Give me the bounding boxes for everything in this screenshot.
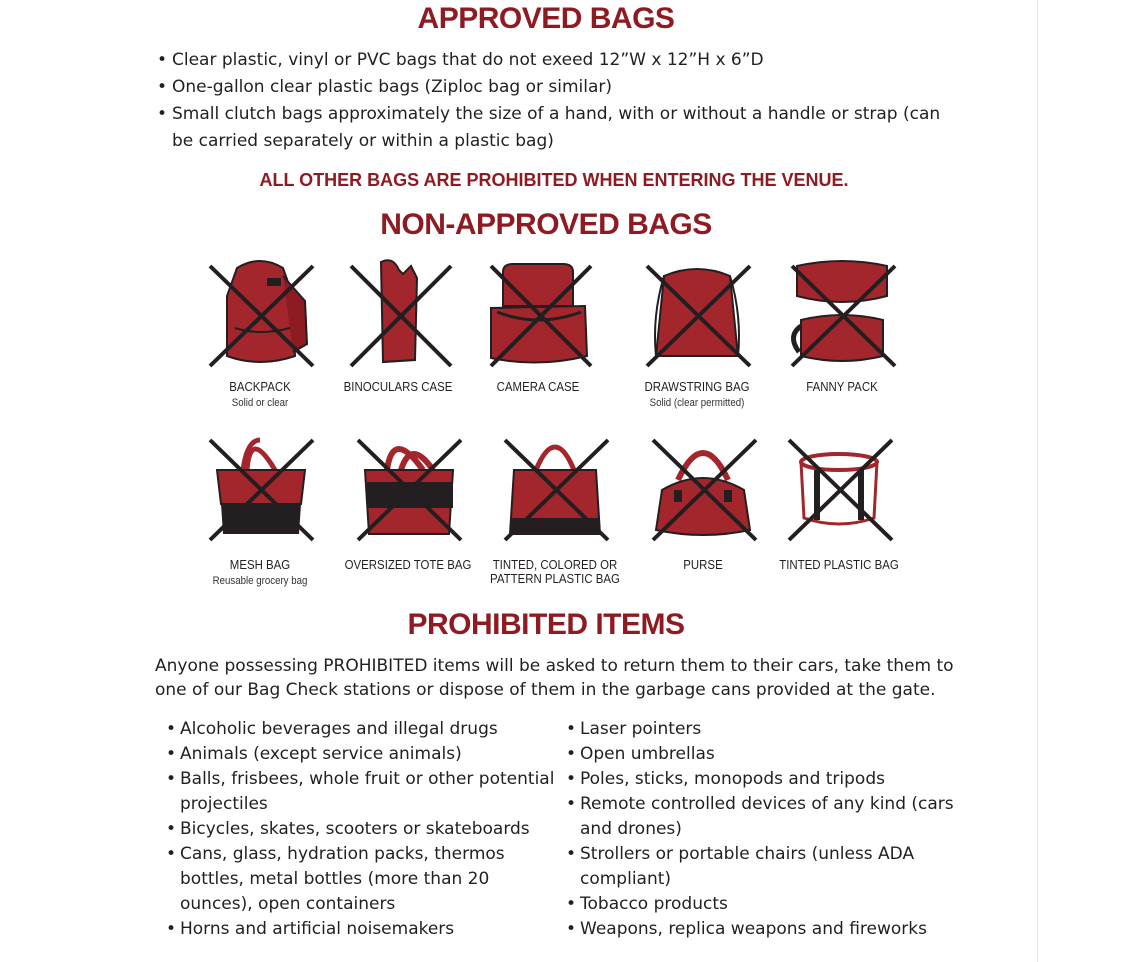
- bag-label: MESH BAG: [229, 557, 291, 572]
- bag-label: DRAWSTRING BAG: [644, 379, 750, 394]
- binoculars-case-icon: [343, 256, 453, 371]
- prohibited-item: • Alcoholic beverages and illegal drugs: [166, 717, 566, 742]
- prohibited-item: • Strollers or portable chairs (unless ADA compliant): [566, 842, 966, 892]
- bag-label: TINTED PLASTIC BAG: [779, 557, 899, 572]
- prohibited-item: • Remote controlled devices of any kind (cars and drones): [566, 792, 966, 842]
- approved-bags-list: [155, 47, 965, 155]
- bag-sublabel: Solid or clear: [231, 397, 289, 409]
- tinted-clear-bag-icon: [784, 430, 894, 545]
- prohibited-item: • Tobacco products: [566, 892, 966, 917]
- mesh-bag-icon: [205, 430, 315, 545]
- bag-label: BINOCULARS CASE: [343, 379, 453, 394]
- prohibited-item: • Poles, sticks, monopods and tripods: [566, 767, 966, 792]
- approved-item: • Small clutch bags approximately the size of a hand, with or without a handle or strap (can be carried separately or within a plastic bag): [155, 101, 965, 155]
- drawstring-bag-icon: [642, 256, 752, 371]
- page-edge-divider: [1037, 0, 1038, 962]
- tinted-plastic-bag-icon: [500, 430, 610, 545]
- purse-icon: [648, 430, 758, 545]
- prohibited-item: • Laser pointers: [566, 717, 966, 742]
- non-approved-bags-title: NON-APPROVED BAGS: [380, 208, 712, 241]
- bag-sublabel: Solid (clear permitted): [649, 397, 745, 409]
- bag-sublabel: Reusable grocery bag: [212, 575, 308, 587]
- camera-case-icon: [483, 256, 593, 371]
- bag-label: BACKPACK: [229, 379, 291, 394]
- prohibited-items-title: PROHIBITED ITEMS: [407, 608, 685, 641]
- bag-label: FANNY PACK: [806, 379, 878, 394]
- bag-label: CAMERA CASE: [496, 379, 580, 394]
- prohibited-item: • Weapons, replica weapons and fireworks: [566, 917, 966, 942]
- prohibited-item: • Open umbrellas: [566, 742, 966, 767]
- backpack-icon: [205, 256, 315, 371]
- approved-item: • Clear plastic, vinyl or PVC bags that do not exeed 12”W x 12”H x 6”D: [155, 47, 965, 74]
- fanny-pack-icon: [787, 256, 897, 371]
- approved-bags-title: APPROVED BAGS: [417, 2, 675, 35]
- bag-label: OVERSIZED TOTE BAG: [344, 557, 472, 572]
- prohibited-list-right: [566, 717, 966, 942]
- approved-item: • One-gallon clear plastic bags (Ziploc bag or similar): [155, 74, 965, 101]
- tote-bag-icon: [353, 430, 463, 545]
- prohibited-warning: ALL OTHER BAGS ARE PROHIBITED WHEN ENTERING THE VENUE.: [259, 170, 849, 190]
- prohibited-item: • Animals (except service animals): [166, 742, 566, 767]
- prohibited-item: • Horns and artificial noisemakers: [166, 917, 566, 942]
- prohibited-item: • Cans, glass, hydration packs, thermos bottles, metal bottles (more than 20 ounces), open containers: [166, 842, 566, 917]
- prohibited-item: • Bicycles, skates, scooters or skateboards: [166, 817, 566, 842]
- prohibited-item: • Balls, frisbees, whole fruit or other potential projectiles: [166, 767, 566, 817]
- prohibited-intro: Anyone possessing PROHIBITED items will be asked to return them to their cars, take them to one of our Bag Check stations or dispose of them in the garbage cans provided at the gate.: [155, 656, 954, 700]
- bag-label: TINTED, COLORED OR PATTERN PLASTIC BAG: [490, 557, 620, 586]
- bag-label: PURSE: [683, 557, 723, 572]
- prohibited-list-left: [166, 717, 566, 942]
